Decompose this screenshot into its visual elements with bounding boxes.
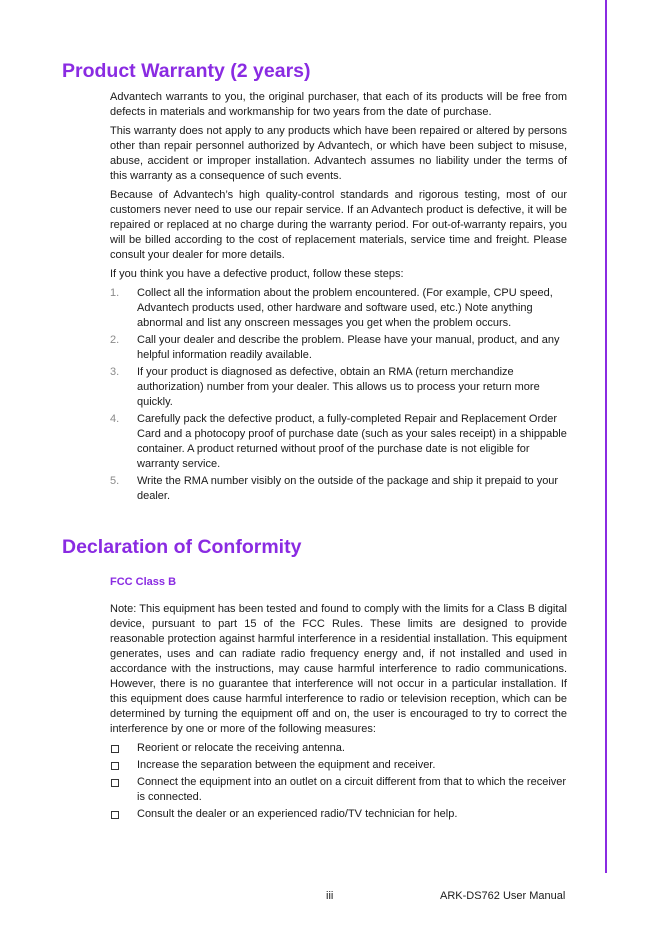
step-text: Write the RMA number visibly on the outside of the package and ship it prepaid to your dealer.	[137, 475, 559, 502]
list-item	[110, 333, 567, 363]
list-item	[110, 474, 567, 504]
page-number: iii	[326, 890, 334, 902]
step-text: Call your dealer and describe the problem. Please have your manual, product, and any helpful information readily available.	[137, 334, 560, 361]
list-item	[110, 412, 567, 472]
warranty-paragraph: Because of Advantech’s high quality-control standards and rigorous testing, most of our customers never need to use our repair service. If an Advantech product is defective, it will be repaired or replaced at no charge during the warranty period. For out-of-warranty repairs, you will be billed according to the cost of replacement materials, service time and freight. Please consult your dealer for more details.	[110, 189, 567, 261]
square-bullet-icon	[111, 779, 119, 787]
step-number: 1.	[110, 287, 120, 299]
conformity-body	[110, 602, 567, 824]
manual-title: ARK-DS762 User Manual	[440, 890, 566, 902]
fcc-class-subheading: FCC Class B	[110, 576, 177, 588]
list-item	[110, 758, 567, 773]
warranty-body	[110, 90, 567, 506]
measure-text: Increase the separation between the equipment and receiver.	[137, 759, 436, 771]
step-text: If your product is diagnosed as defective, obtain an RMA (return merchandize authorization) number from your dealer. This allows us to process your return more quickly.	[137, 366, 540, 408]
list-item	[110, 741, 567, 756]
step-number: 4.	[110, 413, 120, 425]
page-edge-rule	[605, 0, 607, 873]
list-item	[110, 775, 567, 805]
warranty-heading: Product Warranty (2 years)	[62, 60, 311, 82]
warranty-paragraph: This warranty does not apply to any products which have been repaired or altered by persons other than repair personnel authorized by Advantech, or which have been subject to misuse, abuse, accident or improper installation. Advantech assumes no liability under the terms of this warranty as a consequence of such events.	[110, 125, 567, 182]
step-number: 3.	[110, 366, 120, 378]
warranty-paragraph: If you think you have a defective product, follow these steps:	[110, 268, 404, 280]
square-bullet-icon	[111, 762, 119, 770]
list-item	[110, 286, 567, 331]
square-bullet-icon	[111, 811, 119, 819]
warranty-paragraph: Advantech warrants to you, the original purchaser, that each of its products will be free from defects in materials and workmanship for two years from the date of purchase.	[110, 91, 567, 118]
fcc-note: Note: This equipment has been tested and found to comply with the limits for a Class B digital device, pursuant to part 15 of the FCC Rules. These limits are designed to provide reasonable protection against harmful interference in a residential installation. This equipment generates, uses and can radiate radio frequency energy and, if not installed and used in accordance with the instructions, may cause harmful interference to radio communications. However, there is no guarantee that interference will not occur in a particular installation. If this equipment does cause harmful interference to radio or television reception, which can be determined by turning the equipment off and on, the user is encouraged to try to correct the interference by one or more of the following measures:	[110, 603, 567, 735]
step-number: 5.	[110, 475, 120, 487]
list-item	[110, 807, 567, 822]
step-number: 2.	[110, 334, 120, 346]
defect-steps-list	[110, 286, 567, 504]
measures-list	[110, 741, 567, 822]
step-text: Carefully pack the defective product, a fully-completed Repair and Replacement Order Card and a photocopy proof of purchase date (such as your sales receipt) in a shippable container. A product returned without proof of the purchase date is not eligible for warranty service.	[137, 413, 567, 470]
measure-text: Connect the equipment into an outlet on a circuit different from that to which the receiver is connected.	[137, 776, 567, 803]
step-text: Collect all the information about the problem encountered. (For example, CPU speed, Advantech products used, other hardware and software used, etc.) Note anything abnormal and list any onscreen messages you get when the problem occurs.	[137, 287, 553, 329]
conformity-heading: Declaration of Conformity	[62, 536, 302, 558]
square-bullet-icon	[111, 745, 119, 753]
list-item	[110, 365, 567, 410]
measure-text: Consult the dealer or an experienced radio/TV technician for help.	[137, 808, 458, 820]
measure-text: Reorient or relocate the receiving antenna.	[137, 742, 345, 754]
